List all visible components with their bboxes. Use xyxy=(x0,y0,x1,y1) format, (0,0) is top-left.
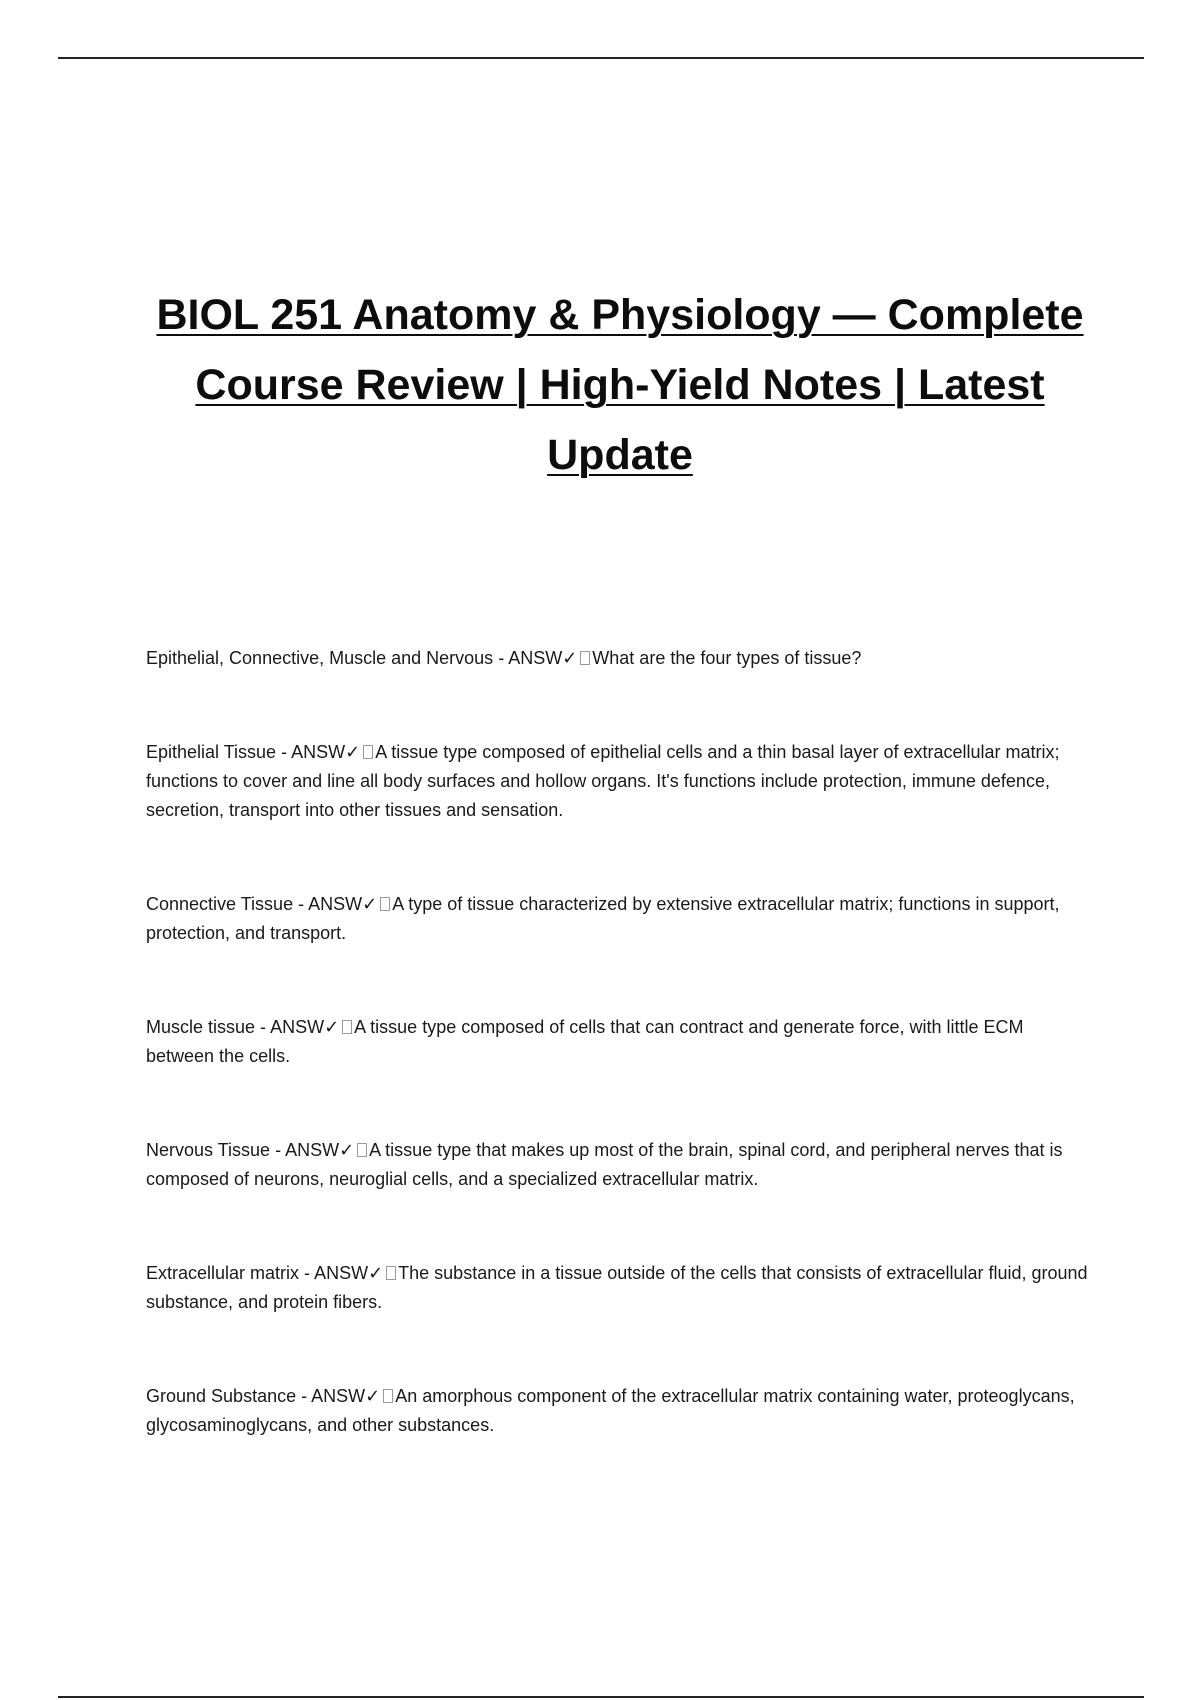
qa-entry-muscle-tissue: Muscle tissue - ANSW✓ A tissue type composed of cells that can contract and generate force, with little ECM between the cells. xyxy=(146,1017,1024,1066)
answer-label: ANSW xyxy=(311,1386,366,1406)
entry-definition: A tissue type that makes up most of the brain, spinal cord, and peripheral nerves that is composed of neurons, neuroglial cells, and a specialized extracellular matrix. xyxy=(146,1140,1063,1189)
document-title: BIOL 251 Anatomy & Physiology — Complete Course Review | High-Yield Notes | Latest Update xyxy=(156,291,1084,479)
check-mark-icon: ✓ xyxy=(368,1263,384,1284)
entry-definition: What are the four types of tissue? xyxy=(592,648,862,668)
qa-entry-extracellular-matrix: Extracellular matrix - ANSW✓ The substance in a tissue outside of the cells that consists of extracellular fluid, ground substance, and protein fibers. xyxy=(146,1263,1088,1312)
entry-definition: A tissue type composed of cells that can contract and generate force, with little ECM between the cells. xyxy=(146,1017,1024,1066)
missing-glyph-box-icon xyxy=(363,745,373,759)
missing-glyph-box-icon xyxy=(342,1020,352,1034)
entry-term: Epithelial Tissue xyxy=(146,742,277,762)
qa-entry-connective-tissue: Connective Tissue - ANSW✓ A type of tissue characterized by extensive extracellular matrix; functions in support, protection, and transport. xyxy=(146,894,1060,943)
check-mark-icon: ✓ xyxy=(362,894,378,915)
entry-definition: An amorphous component of the extracellular matrix containing water, proteoglycans, glycosaminoglycans, and other substances. xyxy=(146,1386,1075,1435)
missing-glyph-box-icon xyxy=(357,1143,367,1157)
answer-label: ANSW xyxy=(285,1140,340,1160)
missing-glyph-box-icon xyxy=(383,1389,393,1403)
entry-definition: A tissue type composed of epithelial cells and a thin basal layer of extracellular matrix; functions to cover and line all body surfaces and hollow organs. It's functions include protection, immune defence, secretion, transport into other tissues and sensation. xyxy=(146,742,1060,820)
check-mark-icon: ✓ xyxy=(339,1140,355,1161)
missing-glyph-box-icon xyxy=(380,897,390,911)
answer-label: ANSW xyxy=(270,1017,325,1037)
entry-term: Ground Substance xyxy=(146,1386,297,1406)
qa-entry-epithelial-tissue: Epithelial Tissue - ANSW✓ A tissue type composed of epithelial cells and a thin basal layer of extracellular matrix; functions to cover and line all body surfaces and hollow organs. It's functions include protection, immune defence, secretion, transport into other tissues and sensation. xyxy=(146,742,1060,820)
entry-term: Connective Tissue xyxy=(146,894,294,914)
answer-label: ANSW xyxy=(314,1263,369,1283)
check-mark-icon: ✓ xyxy=(365,1386,381,1407)
qa-entry-ground-substance: Ground Substance - ANSW✓ An amorphous component of the extracellular matrix containing water, proteoglycans, glycosaminoglycans, and other substances. xyxy=(146,1386,1075,1435)
entry-term: Muscle tissue xyxy=(146,1017,256,1037)
missing-glyph-box-icon xyxy=(386,1266,396,1280)
qa-entry-nervous-tissue: Nervous Tissue - ANSW✓ A tissue type that makes up most of the brain, spinal cord, and peripheral nerves that is composed of neurons, neuroglial cells, and a specialized extracellular matrix. xyxy=(146,1140,1063,1189)
entry-term: Nervous Tissue xyxy=(146,1140,271,1160)
bottom-divider xyxy=(58,1696,1144,1698)
answer-label: ANSW xyxy=(308,894,363,914)
entry-term: Epithelial, Connective, Muscle and Nervous xyxy=(146,648,494,668)
qa-entry-four-tissue-types: Epithelial, Connective, Muscle and Nervous - ANSW✓ What are the four types of tissue? xyxy=(146,648,862,669)
entry-definition: A type of tissue characterized by extensive extracellular matrix; functions in support, protection, and transport. xyxy=(146,894,1060,943)
missing-glyph-box-icon xyxy=(580,651,590,665)
entry-term: Extracellular matrix xyxy=(146,1263,300,1283)
entry-definition: The substance in a tissue outside of the cells that consists of extracellular fluid, ground substance, and protein fibers. xyxy=(146,1263,1088,1312)
answer-label: ANSW xyxy=(508,648,563,668)
check-mark-icon: ✓ xyxy=(345,742,361,763)
check-mark-icon: ✓ xyxy=(324,1017,340,1038)
check-mark-icon: ✓ xyxy=(562,648,578,669)
top-divider xyxy=(58,57,1144,59)
answer-label: ANSW xyxy=(291,742,346,762)
